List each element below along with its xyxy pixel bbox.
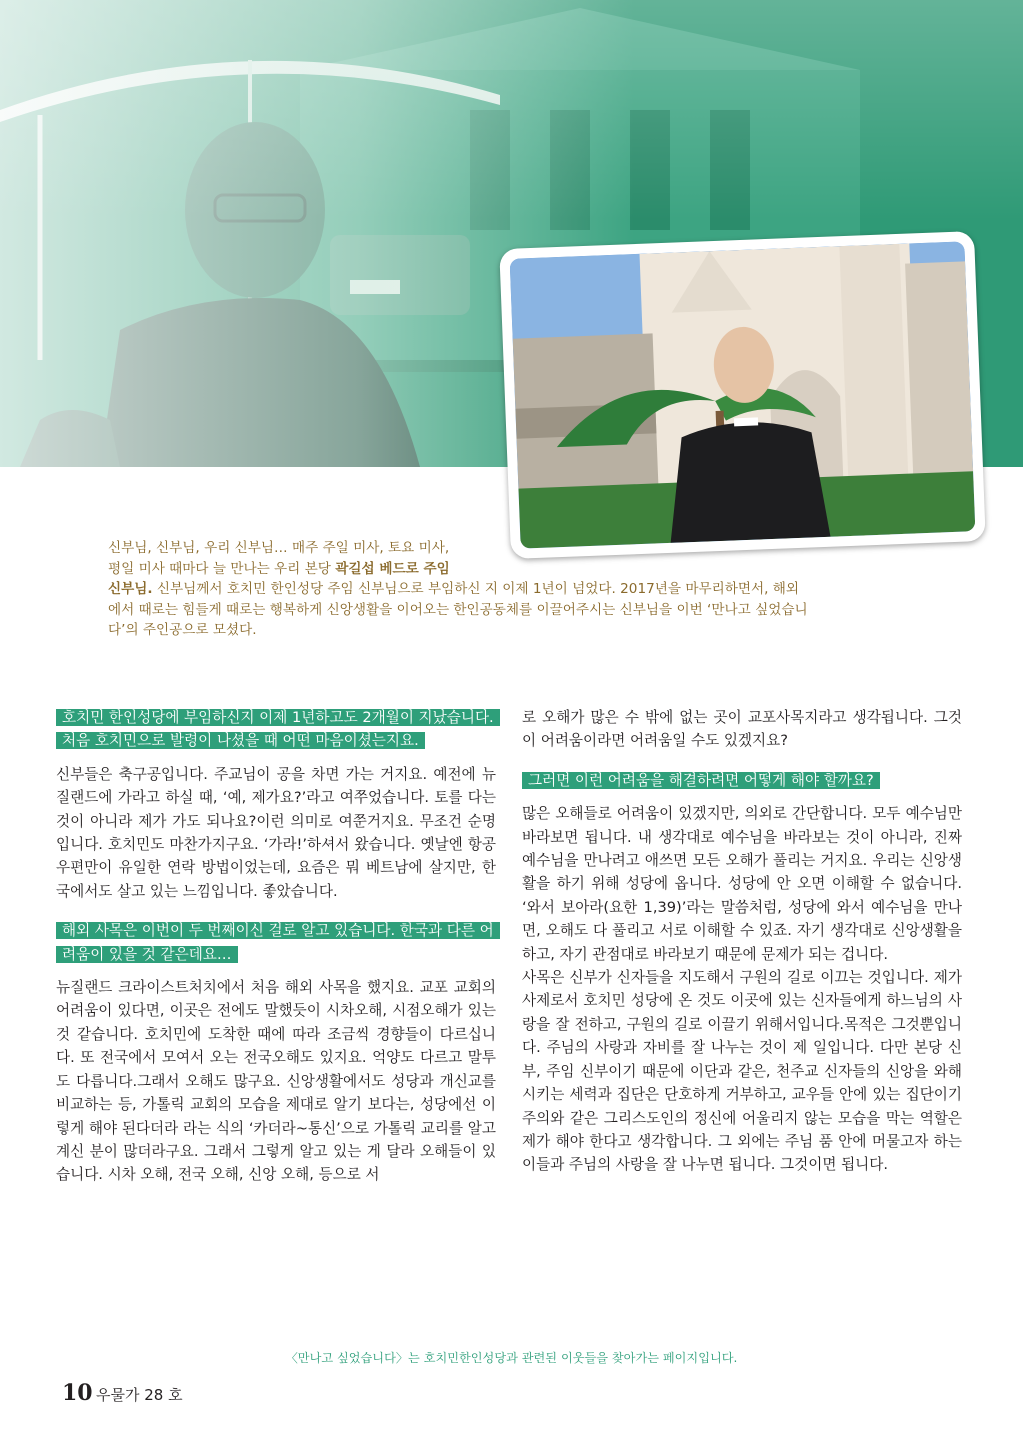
page-note: 〈만나고 싶었습니다〉는 호치민한인성당과 관련된 이웃들을 찾아가는 페이지입니다.	[285, 1351, 738, 1365]
question-3-block	[522, 769, 962, 792]
intro-body: 신부님께서 호치민 한인성당 주임 신부님으로 부임하신 지 이제 1년이 넘었다. 2017년을 마무리하면서, 해외에서 때로는 힘들게 때로는 행복하게 신앙생활을 이어오는 한인공동체를 이끌어주시는 신부님을 이번 ‘만나고 싶었습니다’의 주인공으로 모셨다.	[108, 581, 808, 638]
question-1: 호치민 한인성당에 부임하신지 이제 1년하고도 2개월이 지났습니다. 처음 호치민으로 발령이 나셨을 때 어떤 마음이셨는지요.	[56, 709, 500, 749]
answer-4: 사목은 신부가 신자들을 지도해서 구원의 길로 이끄는 것입니다. 제가 사제로서 호치민 성당에 온 것도 이곳에 있는 신자들에게 하느님의 사랑을 잘 전하고, 구원의 길로 이끌기 위해서입니다.목적은 그것뿐입니다. 주님의 사랑과 자비를 잘 나누는 것이 제 일입니다. 다만 본당 신부, 주임 신부이기 때문에 이단과 같은, 천주교 신자들의 신앙을 와해시키는 세력과 집단은 단호하게 거부하고, 교우들 안에 있는 집단이기주의와 같은 그리스도인의 정신에 어울리지 않는 모습을 막는 역할은 제가 해야 한다고 생각합니다. 그 외에는 주님 품 안에 머물고자 하는 이들과 주님의 사랑을 잘 나누면 됩니다. 그것이면 됩니다.	[522, 969, 962, 1174]
hero-top-fade	[0, 0, 1023, 220]
question-2-block	[56, 919, 496, 966]
left-column	[56, 706, 496, 1203]
intro-pastor-name: 곽길섭 베드로 주임	[335, 560, 450, 577]
answer-2: 뉴질랜드 크라이스트처치에서 처음 해외 사목을 했지요. 교포 교회의 어려움이 있다면, 이곳은 전에도 말했듯이 시차오해, 시점오해가 있는 것 같습니다. 호치민에 도착한 때에 따라 조금씩 경향들이 다르십니다. 또 전국에서 모여서 오는 전국오해도 있지요. 억양도 다르고 말투도 다릅니다.그래서 오해도 많구요. 신앙생활에서도 성당과 개신교를 비교하는 등, 가톨릭 교회의 모습을 제대로 알기 보다는, 성당에선 이렇게 해야 된다더라 라는 식의 ‘카더라~통신’으로 가톨릭 교리를 알고 계신 분이 많더라구요. 그래서 그렇게 알고 있는 게 달라 오해들이 있습니다. 시차 오해, 전국 오해, 신앙 오해, 등으로 서	[56, 979, 496, 1184]
answer-2-continued: 로 오해가 많은 수 밖에 없는 곳이 교포사목지라고 생각됩니다. 그것이 어려움이라면 어려움일 수도 있겠지요?	[522, 709, 962, 750]
right-column	[522, 706, 962, 1193]
question-1-block	[56, 706, 496, 753]
question-2: 해외 사목은 이번이 두 번째이신 걸로 알고 있습니다. 한국과 다른 어려움이 있을 것 같은데요…	[56, 922, 500, 962]
inset-photo	[510, 241, 976, 548]
answer-1: 신부들은 축구공입니다. 주교님이 공을 차면 가는 거지요. 예전에 뉴질랜드에 가라고 하실 때, ‘예, 제가요?’라고 여쭈었습니다. 토를 다는 것이 아니라 제가 가도 되나요?이런 의미로 여쭌거지요. 무조건 순명입니다. 호치민도 마찬가지구요. ‘가라!’하셔서 왔습니다. 옛날엔 항공우편만이 유일한 연락 방법이었는데, 요즘은 뭐 베트남에 살지만, 한국에서도 살고 있는 느낌입니다. 좋았습니다.	[56, 765, 496, 900]
page-number: 10	[62, 1380, 93, 1406]
church-illustration	[510, 241, 976, 548]
intro-line-2: 평일 미사 때마다 늘 만나는 우리 본당	[108, 560, 336, 577]
question-3: 그러면 이런 어려움을 해결하려면 어떻게 해야 할까요?	[522, 772, 880, 789]
intro-paragraph	[108, 538, 808, 641]
intro-line-1: 신부님, 신부님, 우리 신부님… 매주 주일 미사, 토요 미사,	[108, 540, 450, 556]
inset-photo-frame	[499, 231, 986, 559]
answer-3: 많은 오해들로 어려움이 있겠지만, 의외로 간단합니다. 모두 예수님만 바라보면 됩니다. 내 생각대로 예수님을 바라보는 것이 아니라, 진짜 예수님을 만나려고 애쓰면 모든 오해가 풀리는 거지요. 우리는 신앙생활을 하기 위해 성당에 옵니다. 성당에 안 오면 이해할 수 없습니다. ‘와서 보아라(요한 1,39)’라는 말씀처럼, 성당에 와서 예수님을 만나면, 오해도 다 풀리고 서로 이해할 수 있죠. 자기 생각대로 신앙생활을 하고, 자기 관점대로 바라보기 때문에 문제가 되는 겁니다.	[522, 805, 962, 963]
magazine-issue: 우물가 28 호	[96, 1386, 183, 1404]
intro-pastor-title: 신부님.	[108, 581, 153, 597]
